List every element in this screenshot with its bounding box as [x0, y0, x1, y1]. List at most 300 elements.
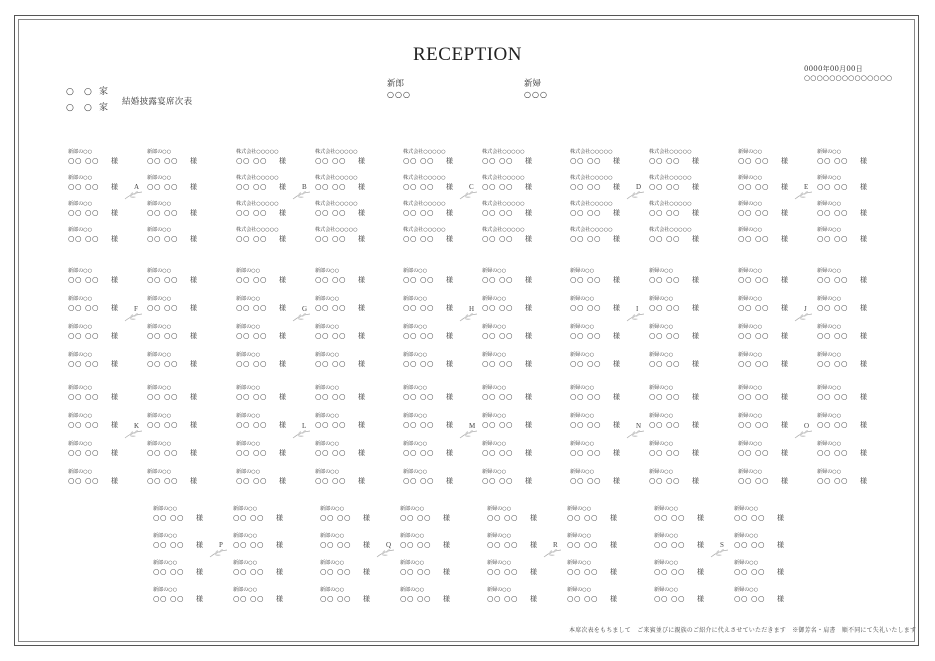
guest-name: ○○ ○○: [567, 567, 599, 576]
guest-name: ○○ ○○: [236, 303, 268, 312]
guest-name: ○○ ○○: [482, 303, 514, 312]
guest-relation: 新郎の○○: [315, 295, 340, 302]
guest-honorific: 様: [613, 421, 620, 429]
guest-honorific: 様: [279, 276, 286, 284]
guest-honorific: 様: [697, 595, 704, 603]
guest-relation: 株式会社○○○○○: [315, 148, 358, 155]
guest-name: ○○ ○○: [403, 359, 435, 368]
guest-name: ○○ ○○: [649, 448, 681, 457]
guest-honorific: 様: [860, 209, 867, 217]
guest-honorific: 様: [781, 421, 788, 429]
guest-relation: 新婦の○○: [482, 440, 507, 447]
guest-relation: 新婦の○○: [567, 505, 592, 512]
family-line-2: [66, 100, 108, 116]
guest-honorific: 様: [196, 595, 203, 603]
guest-honorific: 様: [279, 183, 286, 191]
guest-relation: 新郎の○○: [147, 148, 172, 155]
guest-entry: [403, 266, 463, 286]
table-label: H: [469, 305, 475, 313]
guest-name: ○○ ○○: [236, 182, 268, 191]
guest-honorific: 様: [446, 332, 453, 340]
guest-honorific: 様: [530, 595, 537, 603]
guest-honorific: 様: [190, 209, 197, 217]
guest-entry: [68, 439, 128, 459]
guest-honorific: 様: [525, 332, 532, 340]
guest-relation: 新郎の○○: [68, 323, 93, 330]
guest-honorific: 様: [111, 276, 118, 284]
table-label: E: [804, 183, 809, 191]
guest-entry: [236, 350, 296, 370]
guest-honorific: 様: [692, 477, 699, 485]
guest-name: ○○ ○○: [236, 234, 268, 243]
guest-relation: 株式会社○○○○○: [649, 226, 692, 233]
guest-honorific: 様: [190, 360, 197, 368]
guest-entry: [403, 350, 463, 370]
table-label: C: [469, 183, 474, 191]
table-marker: [459, 305, 495, 325]
guest-entry: [654, 504, 714, 524]
guest-relation: 新婦の○○: [817, 323, 842, 330]
guest-entry: [236, 173, 296, 193]
guest-name: ○○ ○○: [482, 234, 514, 243]
guest-entry: [400, 585, 460, 605]
guest-name: ○○ ○○: [649, 359, 681, 368]
guest-entry: [68, 225, 128, 245]
guest-relation: 新婦の○○: [649, 468, 674, 475]
guest-name: ○○ ○○: [147, 303, 179, 312]
guest-entry: [570, 173, 630, 193]
guest-name: ○○ ○○: [315, 476, 347, 485]
leaf-icon: [459, 191, 479, 201]
guest-honorific: 様: [781, 157, 788, 165]
guest-name: ○○ ○○: [649, 392, 681, 401]
guest-relation: 株式会社○○○○○: [236, 200, 279, 207]
guest-name: ○○ ○○: [403, 476, 435, 485]
guest-entry: [817, 350, 877, 370]
guest-name: ○○ ○○: [236, 392, 268, 401]
guest-entry: [570, 411, 630, 431]
guest-honorific: 様: [613, 276, 620, 284]
guest-honorific: 様: [111, 332, 118, 340]
guest-name: ○○ ○○: [482, 331, 514, 340]
guest-name: ○○ ○○: [153, 594, 185, 603]
guest-name: ○○ ○○: [482, 156, 514, 165]
table-label: P: [219, 541, 223, 549]
guest-relation: 新郎の○○: [236, 440, 261, 447]
guest-honorific: 様: [446, 209, 453, 217]
guest-honorific: 様: [358, 332, 365, 340]
guest-honorific: 様: [276, 568, 283, 576]
guest-name: ○○ ○○: [403, 420, 435, 429]
guest-honorific: 様: [358, 421, 365, 429]
guest-honorific: 様: [860, 449, 867, 457]
table-marker: [459, 422, 495, 442]
guest-honorific: 様: [279, 304, 286, 312]
family-circle: ○: [66, 87, 74, 97]
guest-relation: 新郎の○○: [315, 384, 340, 391]
guest-name: ○○ ○○: [570, 448, 602, 457]
guest-relation: 新郎の○○: [320, 559, 345, 566]
guest-entry: [315, 322, 375, 342]
guest-honorific: 様: [613, 235, 620, 243]
guest-honorific: 様: [613, 477, 620, 485]
guest-name: ○○ ○○: [403, 156, 435, 165]
guest-honorific: 様: [692, 209, 699, 217]
guest-relation: 新郎の○○: [233, 532, 258, 539]
guest-relation: 新郎の○○: [236, 351, 261, 358]
guest-entry: [487, 504, 547, 524]
leaf-icon: [710, 549, 730, 559]
table-marker: [626, 183, 662, 203]
leaf-icon: [794, 430, 814, 440]
leaf-icon: [376, 549, 396, 559]
guest-relation: 新婦の○○: [570, 323, 595, 330]
leaf-icon: [543, 549, 563, 559]
guest-entry: [236, 322, 296, 342]
guest-name: ○○ ○○: [570, 208, 602, 217]
family-circle: ○: [66, 103, 74, 113]
guest-name: ○○ ○○: [567, 540, 599, 549]
guest-relation: 新郎の○○: [68, 174, 93, 181]
guest-relation: 株式会社○○○○○: [482, 226, 525, 233]
guest-honorific: 様: [111, 157, 118, 165]
guest-relation: 新婦の○○: [649, 267, 674, 274]
guest-name: ○○ ○○: [236, 208, 268, 217]
table-marker: [209, 541, 245, 561]
guest-entry: [403, 147, 463, 167]
guest-honorific: 様: [358, 304, 365, 312]
guest-name: ○○ ○○: [68, 303, 100, 312]
guest-entry: [147, 383, 207, 403]
table-marker: [292, 183, 328, 203]
guest-entry: [236, 411, 296, 431]
guest-entry: [147, 322, 207, 342]
guest-relation: 新婦の○○: [570, 267, 595, 274]
guest-honorific: 様: [276, 514, 283, 522]
guest-name: ○○ ○○: [315, 303, 347, 312]
guest-honorific: 様: [692, 183, 699, 191]
guest-entry: [236, 294, 296, 314]
guest-relation: 新郎の○○: [147, 468, 172, 475]
guest-honorific: 様: [781, 477, 788, 485]
guest-name: ○○ ○○: [738, 359, 770, 368]
guest-honorific: 様: [111, 360, 118, 368]
guest-honorific: 様: [358, 209, 365, 217]
guest-entry: [403, 294, 463, 314]
guest-name: ○○ ○○: [147, 182, 179, 191]
guest-honorific: 様: [190, 235, 197, 243]
guest-honorific: 様: [111, 304, 118, 312]
guest-entry: [315, 225, 375, 245]
guest-honorific: 様: [610, 541, 617, 549]
guest-name: ○○ ○○: [147, 359, 179, 368]
guest-name: ○○ ○○: [649, 208, 681, 217]
guest-entry: [233, 585, 293, 605]
guest-honorific: 様: [692, 421, 699, 429]
guest-entry: [68, 383, 128, 403]
guest-name: ○○ ○○: [147, 392, 179, 401]
guest-relation: 新郎の○○: [315, 351, 340, 358]
guest-entry: [738, 439, 798, 459]
guest-relation: 株式会社○○○○○: [482, 200, 525, 207]
guest-relation: 新郎の○○: [236, 295, 261, 302]
guest-honorific: 様: [525, 304, 532, 312]
guest-name: ○○ ○○: [487, 540, 519, 549]
guest-relation: 新婦の○○: [734, 586, 759, 593]
table-label: S: [720, 541, 724, 549]
family-circle: ○: [84, 87, 92, 97]
guest-relation: 新郎の○○: [403, 468, 428, 475]
guest-name: ○○ ○○: [233, 567, 265, 576]
guest-entry: [403, 411, 463, 431]
guest-name: ○○ ○○: [649, 275, 681, 284]
table-label: F: [134, 305, 138, 313]
guest-relation: 新婦の○○: [649, 412, 674, 419]
guest-relation: 新婦の○○: [738, 226, 763, 233]
guest-relation: 新婦の○○: [738, 174, 763, 181]
guest-relation: 新婦の○○: [817, 267, 842, 274]
guest-relation: 新婦の○○: [487, 532, 512, 539]
leaf-icon: [794, 313, 814, 323]
guest-honorific: 様: [781, 276, 788, 284]
guest-entry: [236, 467, 296, 487]
guest-relation: 新婦の○○: [567, 559, 592, 566]
guest-relation: 新婦の○○: [654, 586, 679, 593]
guest-name: ○○ ○○: [68, 234, 100, 243]
guest-entry: [738, 147, 798, 167]
guest-entry: [482, 350, 542, 370]
guest-relation: 新婦の○○: [734, 559, 759, 566]
table-label: J: [804, 305, 807, 313]
bride-role: 新婦: [524, 79, 542, 89]
guest-entry: [236, 147, 296, 167]
guest-relation: 新婦の○○: [738, 148, 763, 155]
guest-honorific: 様: [613, 209, 620, 217]
guest-honorific: 様: [525, 157, 532, 165]
guest-entry: [649, 147, 709, 167]
guest-entry: [649, 225, 709, 245]
table-label: N: [636, 422, 642, 430]
bride-block: [524, 77, 548, 99]
guest-name: ○○ ○○: [403, 275, 435, 284]
guest-relation: 新婦の○○: [487, 559, 512, 566]
guest-relation: 新郎の○○: [320, 505, 345, 512]
guest-relation: 新郎の○○: [315, 468, 340, 475]
table-label: O: [804, 422, 810, 430]
guest-relation: 新婦の○○: [738, 384, 763, 391]
guest-name: ○○ ○○: [817, 476, 849, 485]
guest-relation: 新婦の○○: [738, 468, 763, 475]
guest-entry: [649, 350, 709, 370]
guest-name: ○○ ○○: [315, 420, 347, 429]
guest-entry: [233, 504, 293, 524]
guest-name: ○○ ○○: [482, 275, 514, 284]
guest-honorific: 様: [111, 421, 118, 429]
guest-relation: 新婦の○○: [482, 468, 507, 475]
guest-relation: 新郎の○○: [68, 295, 93, 302]
guest-name: ○○ ○○: [233, 594, 265, 603]
guest-name: ○○ ○○: [68, 275, 100, 284]
guest-honorific: 様: [613, 183, 620, 191]
guest-name: ○○ ○○: [68, 420, 100, 429]
guest-honorific: 様: [358, 360, 365, 368]
guest-relation: 株式会社○○○○○: [403, 148, 446, 155]
guest-relation: 株式会社○○○○○: [649, 148, 692, 155]
guest-honorific: 様: [525, 235, 532, 243]
guest-honorific: 様: [446, 393, 453, 401]
guest-name: ○○ ○○: [233, 513, 265, 522]
guest-name: ○○ ○○: [817, 275, 849, 284]
guest-entry: [315, 467, 375, 487]
guest-relation: 新郎の○○: [403, 323, 428, 330]
guest-honorific: 様: [358, 157, 365, 165]
guest-honorific: 様: [279, 449, 286, 457]
guest-honorific: 様: [525, 393, 532, 401]
guest-entry: [68, 411, 128, 431]
guest-honorific: 様: [279, 235, 286, 243]
guest-name: ○○ ○○: [734, 540, 766, 549]
guest-name: ○○ ○○: [649, 331, 681, 340]
table-label: R: [553, 541, 558, 549]
guest-relation: 新郎の○○: [315, 323, 340, 330]
guest-name: ○○ ○○: [236, 156, 268, 165]
guest-honorific: 様: [443, 568, 450, 576]
table-marker: [459, 183, 495, 203]
guest-name: ○○ ○○: [153, 513, 185, 522]
guest-relation: 新郎の○○: [68, 351, 93, 358]
guest-entry: [68, 350, 128, 370]
table-marker: [794, 183, 830, 203]
guest-name: ○○ ○○: [153, 540, 185, 549]
guest-name: ○○ ○○: [817, 303, 849, 312]
footer-note: 本席次表をもちまして ご来賓並びに親族のご紹介に代えさせていただきます ※御芳名・肩書 順不同にて失礼いたします: [569, 627, 917, 634]
guest-honorific: 様: [860, 157, 867, 165]
guest-entry: [570, 383, 630, 403]
guest-name: ○○ ○○: [482, 208, 514, 217]
guest-relation: 新郎の○○: [233, 559, 258, 566]
guest-entry: [738, 350, 798, 370]
guest-name: ○○ ○○: [482, 359, 514, 368]
guest-entry: [320, 504, 380, 524]
guest-honorific: 様: [111, 183, 118, 191]
guest-relation: 株式会社○○○○○: [315, 200, 358, 207]
guest-entry: [570, 199, 630, 219]
leaf-icon: [626, 313, 646, 323]
guest-entry: [487, 558, 547, 578]
guest-entry: [817, 322, 877, 342]
leaf-icon: [459, 430, 479, 440]
guest-relation: 新郎の○○: [153, 505, 178, 512]
guest-relation: 新郎の○○: [147, 384, 172, 391]
guest-relation: 新郎の○○: [400, 505, 425, 512]
guest-entry: [236, 439, 296, 459]
guest-relation: 新郎の○○: [403, 412, 428, 419]
guest-entry: [68, 294, 128, 314]
guest-entry: [570, 225, 630, 245]
guest-entry: [68, 467, 128, 487]
guest-name: ○○ ○○: [403, 448, 435, 457]
guest-name: ○○ ○○: [654, 567, 686, 576]
guest-entry: [570, 294, 630, 314]
guest-relation: 株式会社○○○○○: [403, 200, 446, 207]
guest-name: ○○ ○○: [738, 234, 770, 243]
guest-honorific: 様: [692, 449, 699, 457]
guest-entry: [147, 350, 207, 370]
leaf-icon: [626, 191, 646, 201]
guest-relation: 新郎の○○: [236, 468, 261, 475]
guest-honorific: 様: [692, 276, 699, 284]
guest-entry: [738, 199, 798, 219]
guest-relation: 新郎の○○: [403, 295, 428, 302]
guest-relation: 新婦の○○: [738, 412, 763, 419]
guest-honorific: 様: [358, 183, 365, 191]
groom-name: ○○○: [387, 90, 411, 99]
leaf-icon: [124, 191, 144, 201]
guest-entry: [482, 266, 542, 286]
guest-honorific: 様: [279, 421, 286, 429]
guest-relation: 新婦の○○: [654, 532, 679, 539]
guest-entry: [817, 266, 877, 286]
leaf-icon: [292, 313, 312, 323]
guest-name: ○○ ○○: [403, 182, 435, 191]
guest-name: ○○ ○○: [68, 359, 100, 368]
table-marker: [794, 422, 830, 442]
guest-name: ○○ ○○: [570, 234, 602, 243]
guest-entry: [734, 585, 794, 605]
guest-relation: 新婦の○○: [817, 468, 842, 475]
guest-entry: [147, 225, 207, 245]
guest-entry: [482, 147, 542, 167]
guest-relation: 新婦の○○: [817, 384, 842, 391]
guest-honorific: 様: [358, 235, 365, 243]
guest-relation: 新郎の○○: [153, 559, 178, 566]
guest-relation: 新婦の○○: [817, 412, 842, 419]
guest-name: ○○ ○○: [817, 392, 849, 401]
guest-relation: 新郎の○○: [315, 267, 340, 274]
guest-entry: [153, 585, 213, 605]
guest-entry: [567, 504, 627, 524]
guest-honorific: 様: [525, 360, 532, 368]
guest-entry: [315, 439, 375, 459]
guest-name: ○○ ○○: [570, 420, 602, 429]
guest-honorific: 様: [276, 541, 283, 549]
guest-honorific: 様: [610, 514, 617, 522]
groom-block: [387, 77, 411, 99]
guest-name: ○○ ○○: [400, 567, 432, 576]
guest-honorific: 様: [196, 514, 203, 522]
guest-name: ○○ ○○: [482, 182, 514, 191]
guest-entry: [236, 225, 296, 245]
table-label: I: [636, 305, 639, 313]
guest-honorific: 様: [279, 332, 286, 340]
guest-entry: [315, 350, 375, 370]
table-label: G: [302, 305, 308, 313]
guest-relation: 株式会社○○○○○: [570, 200, 613, 207]
guest-honorific: 様: [190, 477, 197, 485]
guest-honorific: 様: [363, 595, 370, 603]
guest-name: ○○ ○○: [315, 359, 347, 368]
guest-entry: [320, 558, 380, 578]
guest-relation: 新婦の○○: [567, 586, 592, 593]
guest-relation: 株式会社○○○○○: [315, 174, 358, 181]
guest-honorific: 様: [613, 393, 620, 401]
guest-entry: [817, 225, 877, 245]
guest-relation: 新婦の○○: [649, 295, 674, 302]
guest-name: ○○ ○○: [649, 303, 681, 312]
table-marker: [124, 305, 160, 325]
guest-honorific: 様: [610, 595, 617, 603]
guest-entry: [147, 439, 207, 459]
